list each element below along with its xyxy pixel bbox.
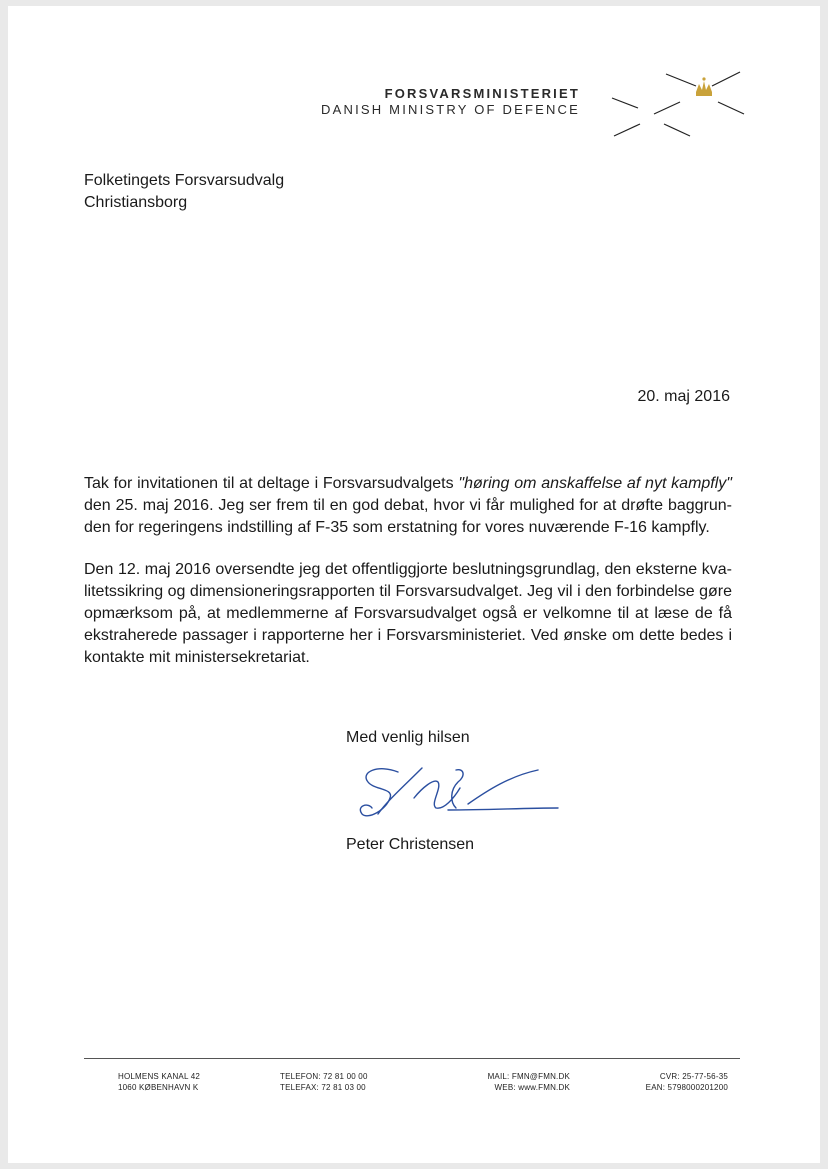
footer-ean: EAN: 5798000201200 bbox=[645, 1083, 728, 1092]
closing-greeting: Med venlig hilsen bbox=[346, 729, 470, 746]
footer-cvr: CVR: 25-77-56-35 bbox=[659, 1072, 728, 1081]
ministry-name bbox=[321, 86, 580, 117]
handwritten-signature bbox=[338, 758, 568, 830]
footer-mail: MAIL: FMN@FMN.DK bbox=[487, 1072, 570, 1081]
footer-phone: TELEFON: 72 81 00 00 bbox=[280, 1072, 368, 1081]
footer-address bbox=[118, 1071, 200, 1093]
footer-contact-block bbox=[478, 1071, 570, 1093]
footer-address-line-2: 1060 KØBENHAVN K bbox=[118, 1083, 199, 1092]
body-paragraph-1-text-a: Tak for invitationen til at deltage i Forsvarsudvalgets bbox=[84, 475, 459, 492]
ministry-emblem bbox=[608, 64, 758, 144]
footer-phone-block bbox=[280, 1071, 368, 1093]
signer-name: Peter Christensen bbox=[346, 836, 475, 853]
ministry-name-english: DANISH MINISTRY OF DEFENCE bbox=[321, 102, 580, 117]
ministry-name-danish: FORSVARSMINISTERIET bbox=[384, 86, 580, 101]
body-paragraph-2: Den 12. maj 2016 oversendte jeg det offentliggjorte beslutningsgrundlag, den eksterne kva-litetssikring og dimensioneringsrapporten til Forsvarsudvalget. Jeg vil i den forbindelse gøre opmærksom på, at medlemmerne af Forsvarsudvalget også er velkomne til at læse de få ekstraherede passager i rapporterne her i Forsvarsministeriet. Ved ønske om dette bedes i kontakte mit ministersekretariat. bbox=[84, 561, 732, 666]
body-paragraph-1-text-b: den 25. maj 2016. Jeg ser frem til en god debat, hvor vi får mulighed for at drøfte baggrun-den for regeringens indstilling af F-35 som erstatning for vores nuværende F-16 kampfly. bbox=[84, 497, 732, 536]
recipient-line-1: Folketingets Forsvarsudvalg bbox=[84, 172, 285, 189]
footer-registration-block bbox=[608, 1071, 728, 1093]
footer-divider bbox=[84, 1058, 740, 1059]
body-paragraph-1 bbox=[84, 473, 732, 539]
hearing-title: "høring om anskaffelse af nyt kampfly" bbox=[458, 475, 732, 492]
recipient-address bbox=[84, 170, 284, 214]
footer-web: WEB: www.FMN.DK bbox=[494, 1083, 570, 1092]
footer-fax: TELEFAX: 72 81 03 00 bbox=[280, 1083, 366, 1092]
letter-date: 20. maj 2016 bbox=[637, 388, 730, 405]
crown-icon bbox=[696, 77, 712, 96]
footer-address-line-1: HOLMENS KANAL 42 bbox=[118, 1072, 201, 1081]
recipient-line-2: Christiansborg bbox=[84, 194, 188, 211]
letter-page bbox=[8, 6, 820, 1163]
